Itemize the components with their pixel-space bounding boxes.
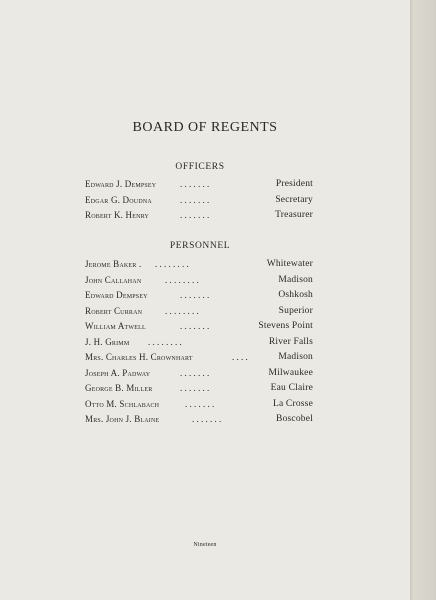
officer-row xyxy=(85,193,313,209)
leader-dots: . . . . xyxy=(232,352,248,362)
regent-place: Madison xyxy=(278,352,313,362)
personnel-row xyxy=(85,319,313,335)
leader-dots: . . . . . . . . xyxy=(165,305,199,316)
personnel-row xyxy=(85,381,313,397)
regent-name: John Callahan xyxy=(85,274,142,285)
personnel-heading: PERSONNEL xyxy=(169,241,231,251)
personnel-row xyxy=(85,273,313,289)
regent-place: Madison xyxy=(278,274,313,285)
regent-name: Otto M. Schlabach xyxy=(85,398,160,409)
personnel-row xyxy=(85,412,313,428)
regent-name: J. H. Grimm xyxy=(85,336,130,347)
officer-name: Robert K. Henry xyxy=(85,210,150,220)
personnel-row xyxy=(85,397,313,413)
leader-dots: . . . . . . . xyxy=(185,398,215,409)
regent-name: Joseph A. Padway xyxy=(85,367,151,378)
leader-dots: . . . . . . . . xyxy=(165,274,199,285)
personnel-row xyxy=(85,366,313,382)
regent-place: Superior xyxy=(278,305,313,316)
officers-heading: OFFICERS xyxy=(175,162,225,172)
officer-name: Edward J. Dempsey xyxy=(85,179,157,189)
page-number: Nineteen xyxy=(193,542,217,548)
personnel-list xyxy=(85,257,313,428)
officer-row xyxy=(85,208,313,224)
personnel-row xyxy=(85,350,313,366)
officer-role: President xyxy=(275,179,313,189)
officer-name: Edgar G. Doudna xyxy=(85,194,152,205)
regent-place: Milwaukee xyxy=(268,367,313,378)
leader-dots: . . . . . . . xyxy=(192,414,222,424)
leader-dots: . . . . . . . xyxy=(180,194,210,205)
personnel-row xyxy=(85,257,313,273)
regent-place: La Crosse xyxy=(272,398,313,409)
leader-dots: . . . . . . . . xyxy=(148,336,182,347)
regent-place: Stevens Point xyxy=(258,321,313,331)
leader-dots: . . . . . . . xyxy=(180,179,210,189)
regent-name: Mrs. Charles H. Crownhart xyxy=(85,352,193,362)
regent-place: Eau Claire xyxy=(270,383,313,393)
regent-place: Whitewater xyxy=(266,259,313,269)
officer-row xyxy=(85,177,313,193)
regent-name: Edward Dempsey xyxy=(85,290,148,300)
regent-name: George B. Miller xyxy=(85,383,153,393)
leader-dots: . . . . . . . xyxy=(180,210,210,220)
regent-place: Boscobel xyxy=(276,414,313,424)
officers-list xyxy=(85,177,313,224)
leader-dots: . . . . . . . xyxy=(180,383,210,393)
leader-dots: . . . . . . . . xyxy=(155,259,189,269)
regent-name: Mrs. John J. Blaine xyxy=(85,414,160,424)
regent-name: William Atwell xyxy=(85,321,146,331)
officer-role: Treasurer xyxy=(275,210,313,220)
regent-name: Robert Curran xyxy=(85,305,143,316)
officer-role: Secretary xyxy=(275,194,313,205)
personnel-row xyxy=(85,288,313,304)
page-title: BOARD OF REGENTS xyxy=(132,120,278,135)
personnel-row xyxy=(85,335,313,351)
regent-place: Oshkosh xyxy=(278,290,313,300)
regent-name: Jerome Baker . xyxy=(85,259,142,269)
leader-dots: . . . . . . . xyxy=(180,290,210,300)
personnel-row xyxy=(85,304,313,320)
regent-place: River Falls xyxy=(268,336,313,347)
leader-dots: . . . . . . . xyxy=(180,321,210,331)
page-edge xyxy=(410,0,436,600)
leader-dots: . . . . . . . xyxy=(180,367,210,378)
